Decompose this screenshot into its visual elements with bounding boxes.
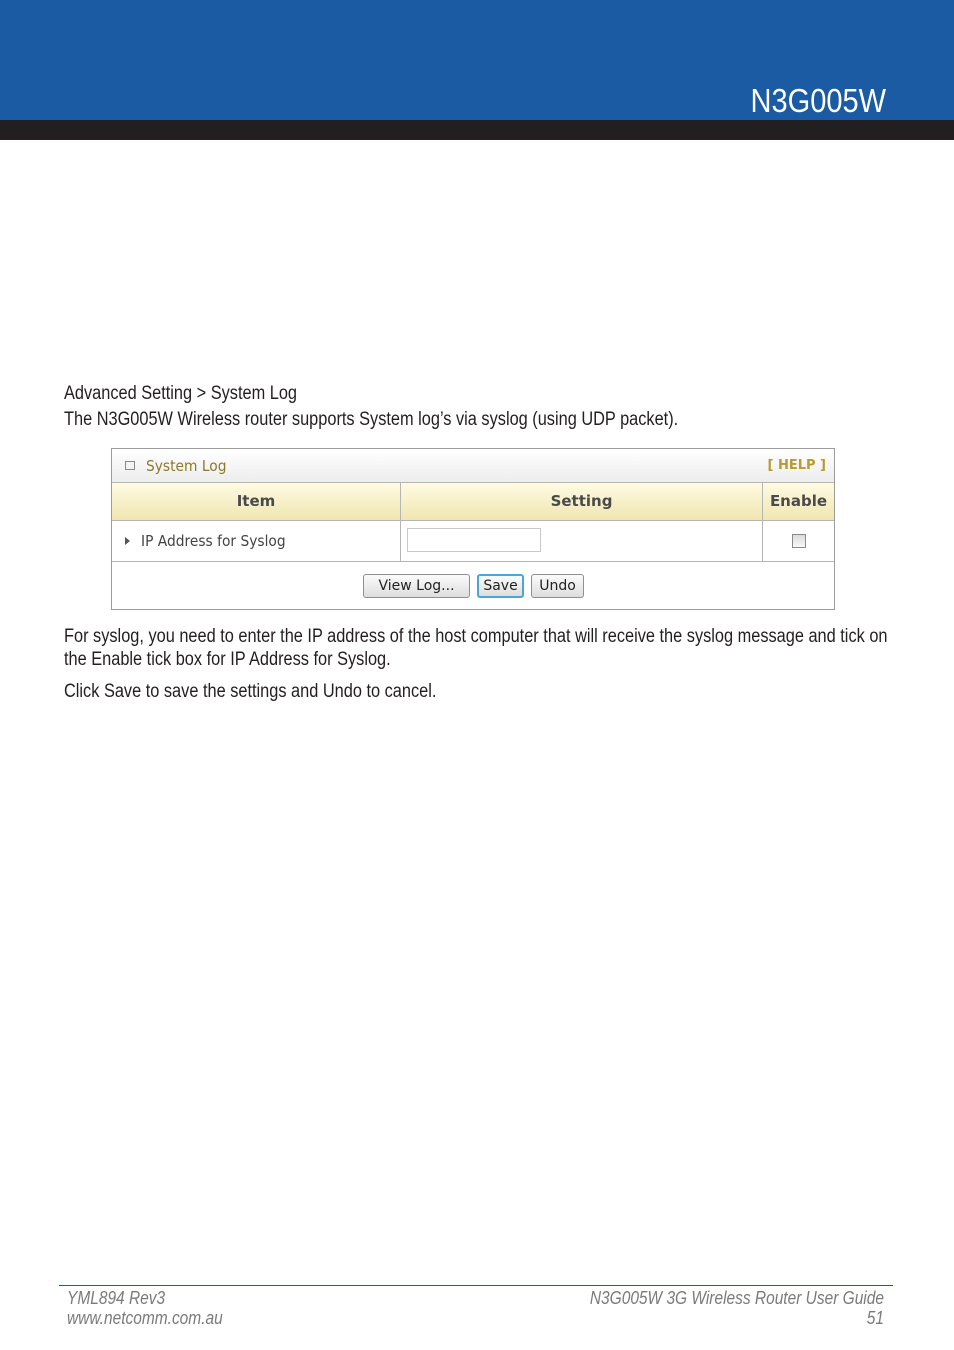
syslog-ip-input[interactable] <box>407 528 541 552</box>
panel-title-bar <box>112 449 834 483</box>
instructions-paragraph: For syslog, you need to enter the IP address of the host computer that will receive the syslog message and tick on the Enable tick box for IP Address for Syslog. <box>64 626 888 670</box>
panel-title: System Log <box>146 457 227 475</box>
syslog-ip-label: IP Address for Syslog <box>141 532 286 550</box>
table-row-item-cell <box>112 521 401 562</box>
enable-checkbox[interactable] <box>792 534 806 548</box>
panel-box-icon <box>125 461 135 470</box>
footer-rule <box>59 1285 893 1286</box>
table-row-enable-cell <box>763 521 834 562</box>
doc-code: YML894 Rev3 <box>67 1288 166 1308</box>
column-header-setting: Setting <box>401 483 763 521</box>
help-link[interactable]: [ HELP ] <box>767 458 826 473</box>
save-button[interactable]: Save <box>477 574 524 598</box>
table-row-setting-cell <box>401 521 763 562</box>
triangle-right-icon <box>125 537 130 545</box>
intro-paragraph: The N3G005W Wireless router supports System log’s via syslog (using UDP packet). <box>64 409 679 430</box>
page-number: 51 <box>866 1308 884 1328</box>
system-log-panel <box>111 448 835 610</box>
header-stripe <box>0 120 954 140</box>
column-header-item: Item <box>112 483 401 521</box>
column-header-enable: Enable <box>763 483 834 521</box>
product-title: N3G005W <box>750 82 886 119</box>
undo-button[interactable]: Undo <box>531 574 584 598</box>
guide-title: N3G005W 3G Wireless Router User Guide <box>589 1288 884 1308</box>
website-link[interactable]: www.netcomm.com.au <box>67 1308 223 1328</box>
view-log-button[interactable]: View Log... <box>363 574 470 598</box>
section-heading: Advanced Setting > System Log <box>64 383 297 404</box>
save-note-paragraph: Click Save to save the settings and Undo to cancel. <box>64 681 437 702</box>
